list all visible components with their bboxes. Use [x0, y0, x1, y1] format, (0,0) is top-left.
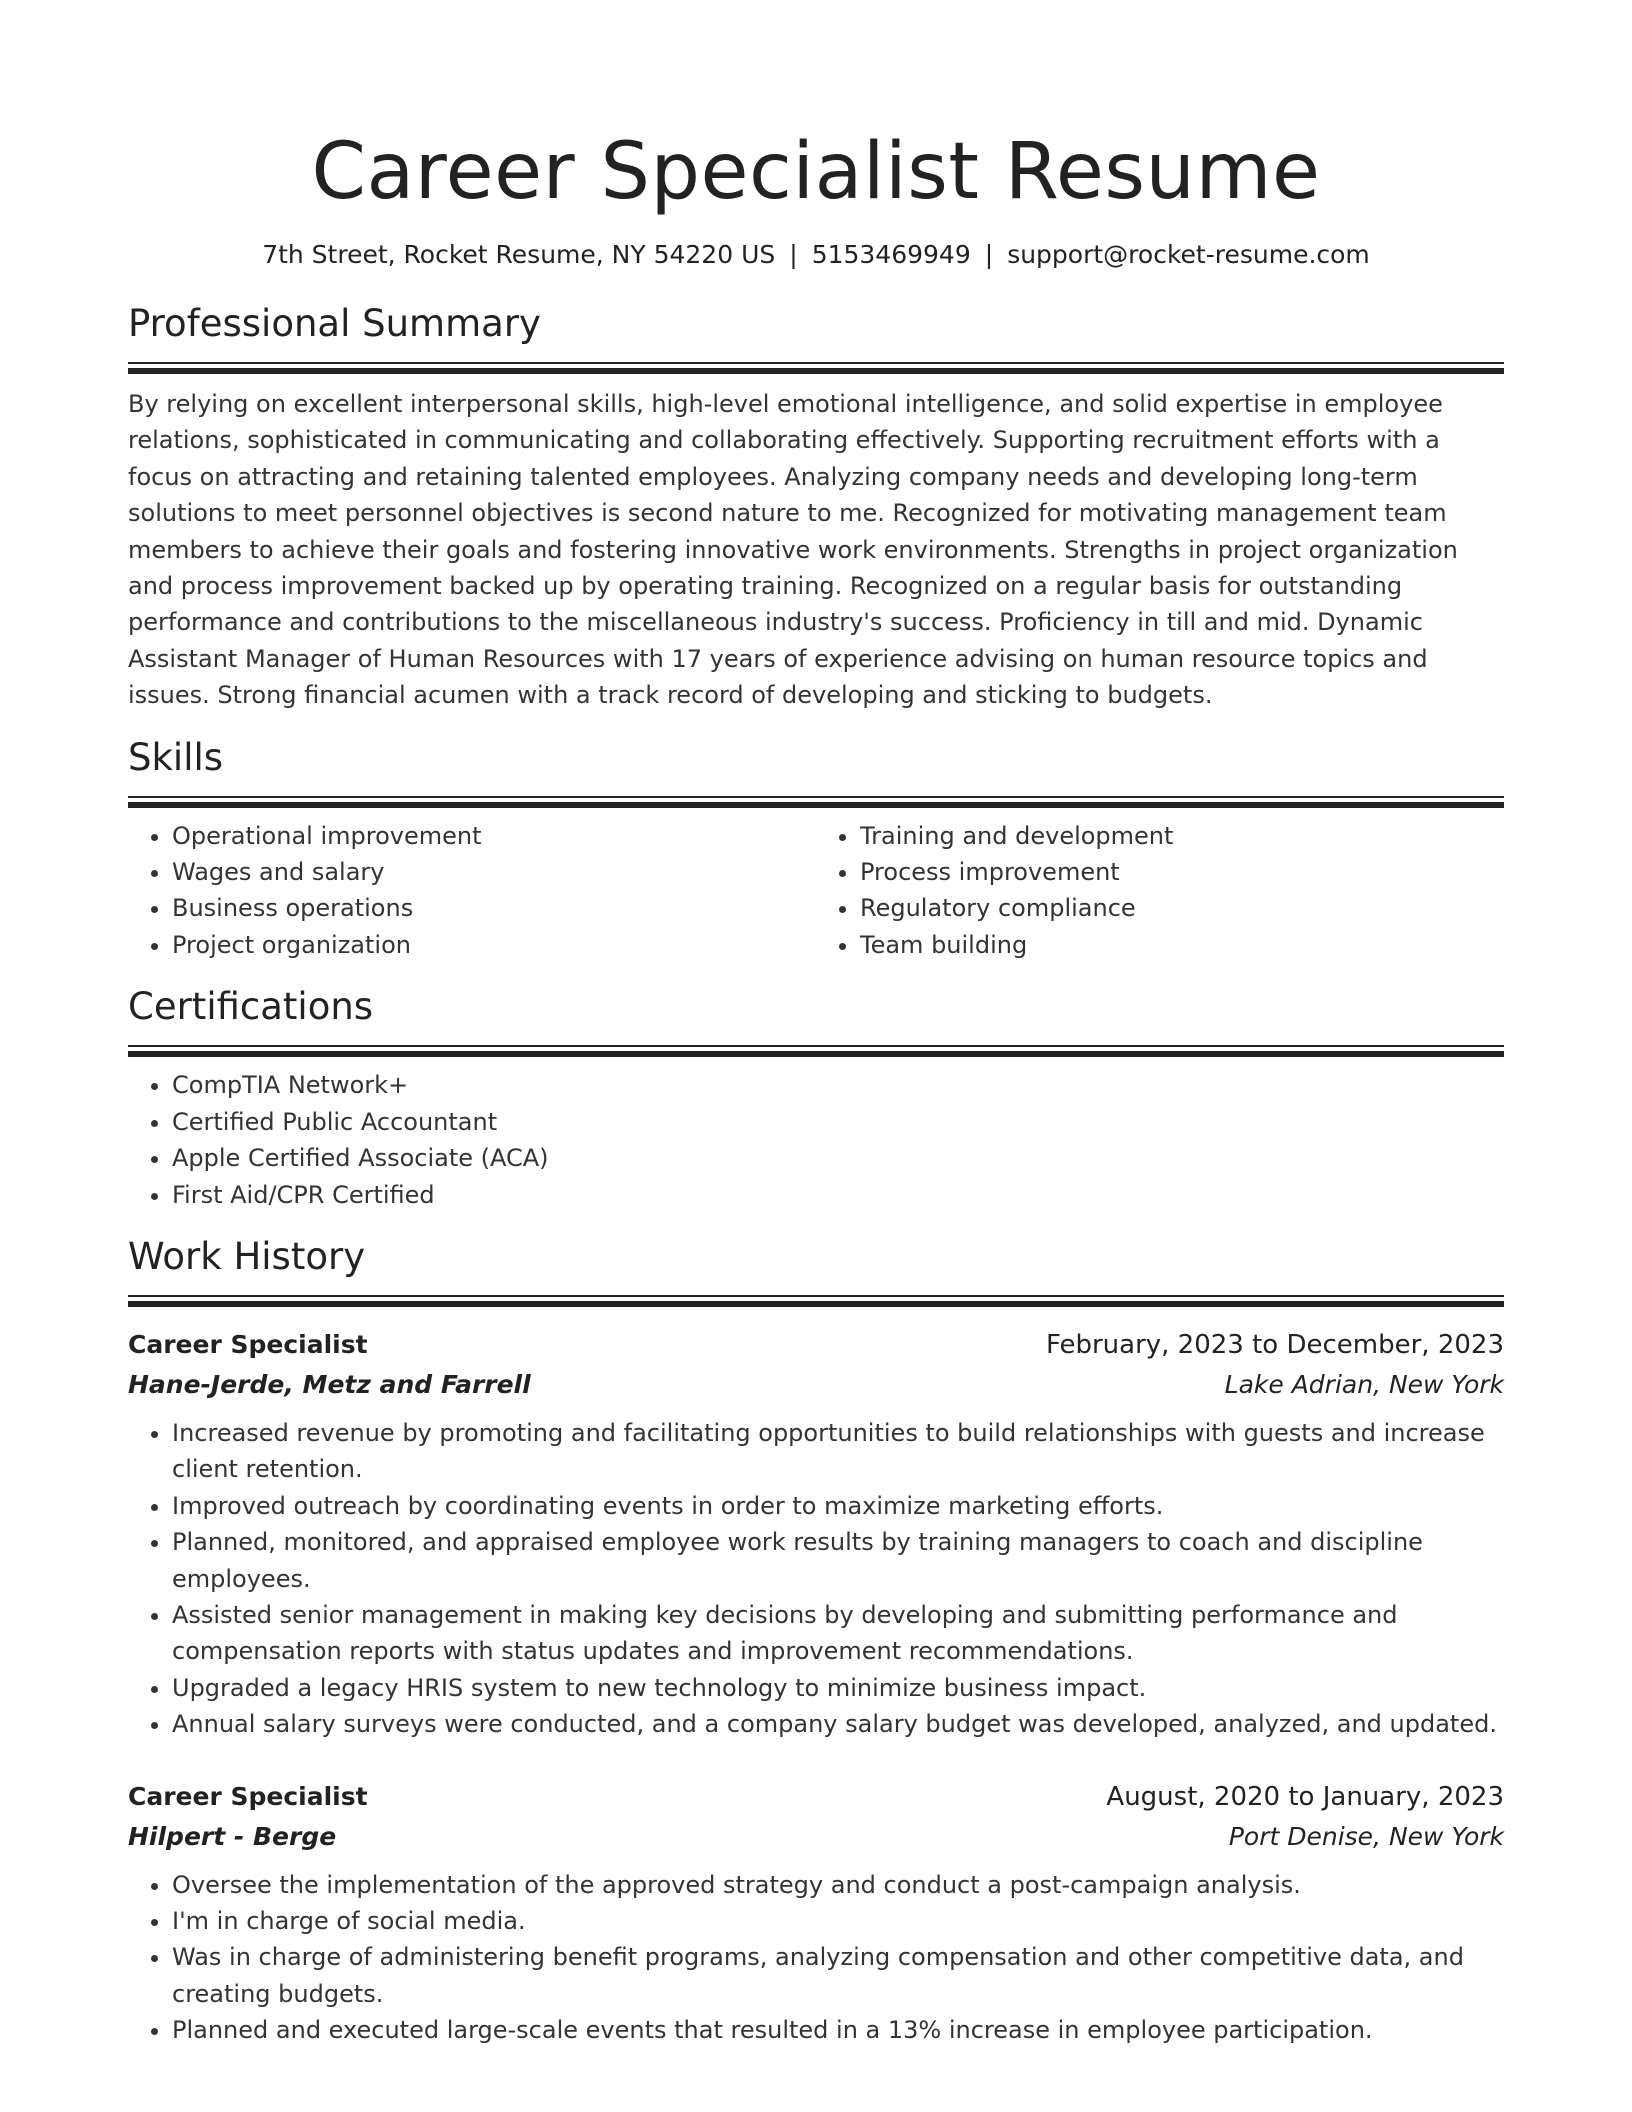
resume-page [128, 0, 1504, 2049]
section-divider [128, 362, 1504, 372]
certifications-list [128, 1067, 1504, 1213]
job-location: Port Denise, New York [1228, 1821, 1504, 1851]
section-divider [128, 796, 1504, 806]
job-company-row [128, 1365, 1504, 1405]
skills-grid [128, 818, 1504, 964]
summary-heading: Professional Summary [128, 302, 541, 345]
summary-text: By relying on excellent interpersonal skills, high-level emotional intelligence, and solid expertise in employee relations, sophisticated in communicating and collaborating effectively. Supporting recruitment efforts with a focus on attracting and retaining talented employees. Analyzing company needs and developing long-term solutions to meet personnel objectives is second nature to me. Recognized for motivating management team members to achieve their goals and fostering innovative work environments. Strengths in project organization and process improvement backed up by operating training. Recognized on a regular basis for outstanding performance and contributions to the miscellaneous industry's success. Proficiency in till and mid. Dynamic Assistant Manager of Human Resources with 17 years of experience advising on human resource topics and issues. Strong financial acumen with a track record of developing and sticking to budgets. [128, 390, 1458, 710]
contact-address: 7th Street, Rocket Resume, NY 54220 US [262, 240, 776, 269]
work-history-section [128, 1233, 1504, 2049]
job-duties-list [128, 1867, 1504, 2049]
job-dates: February, 2023 to December, 2023 [1045, 1329, 1504, 1360]
job-entry [128, 1325, 1504, 1743]
job-duty: • Oversee the implementation of the approved strategy and conduct a post-campaign analysis. [172, 1867, 1504, 1903]
certifications-section [128, 983, 1504, 1213]
contact-email: support@rocket-resume.com [1007, 240, 1370, 269]
job-dates: August, 2020 to January, 2023 [1106, 1781, 1504, 1812]
job-duty: • Annual salary surveys were conducted, and a company salary budget was developed, analyzed, and updated. [172, 1706, 1504, 1742]
skill-item: • Project organization [172, 927, 816, 963]
work-history-heading: Work History [128, 1234, 366, 1278]
contact-separator: | [984, 240, 994, 269]
job-header-row [128, 1777, 1504, 1817]
certifications-heading: Certifications [128, 985, 374, 1029]
job-company: Hilpert - Berge [128, 1821, 337, 1851]
job-entry [128, 1777, 1504, 2049]
job-duty: • Was in charge of administering benefit programs, analyzing compensation and other competitive data, and creating budgets. [172, 1939, 1504, 2012]
job-title: Career Specialist [128, 1329, 368, 1359]
job-duties-list [128, 1415, 1504, 1743]
section-divider [128, 1045, 1504, 1055]
contact-phone: 5153469949 [811, 240, 971, 269]
skill-item: • Team building [860, 927, 1504, 963]
certification-item: • Apple Certified Associate (ACA) [172, 1140, 1504, 1176]
job-duty: • Assisted senior management in making key decisions by developing and submitting performance and compensation reports with status updates and improvement recommendations. [172, 1597, 1504, 1670]
job-duty: • Increased revenue by promoting and facilitating opportunities to build relationships with guests and increase client retention. [172, 1415, 1504, 1488]
skill-item: • Business operations [172, 890, 816, 926]
summary-section [128, 300, 1504, 714]
job-duty: • Planned, monitored, and appraised employee work results by training managers to coach and discipline employees. [172, 1524, 1504, 1597]
certification-item: • First Aid/CPR Certified [172, 1177, 1504, 1213]
skill-item: • Process improvement [860, 854, 1504, 890]
skill-item: • Wages and salary [172, 854, 816, 890]
skill-item: • Regulatory compliance [860, 890, 1504, 926]
skills-heading: Skills [128, 735, 224, 779]
job-duty: • I'm in charge of social media. [172, 1903, 1504, 1939]
skill-item: • Operational improvement [172, 818, 816, 854]
job-duty: • Upgraded a legacy HRIS system to new technology to minimize business impact. [172, 1670, 1504, 1706]
certification-item: • Certified Public Accountant [172, 1104, 1504, 1140]
job-duty: • Improved outreach by coordinating events in order to maximize marketing efforts. [172, 1488, 1504, 1524]
resume-title: Career Specialist Resume [311, 127, 1321, 217]
skills-section [128, 734, 1504, 964]
job-duty: • Planned and executed large-scale events that resulted in a 13% increase in employee participation. [172, 2012, 1504, 2048]
job-company: Hane-Jerde, Metz and Farrell [128, 1369, 531, 1399]
skill-item: • Training and development [860, 818, 1504, 854]
section-divider [128, 1295, 1504, 1305]
skills-list-right [816, 818, 1504, 964]
contact-line [128, 238, 1504, 272]
contact-separator: | [789, 240, 798, 269]
job-title: Career Specialist [128, 1781, 368, 1811]
job-header-row [128, 1325, 1504, 1365]
skills-list-left [128, 818, 816, 964]
certification-item: • CompTIA Network+ [172, 1067, 1504, 1103]
job-location: Lake Adrian, New York [1224, 1369, 1504, 1399]
job-company-row [128, 1817, 1504, 1857]
